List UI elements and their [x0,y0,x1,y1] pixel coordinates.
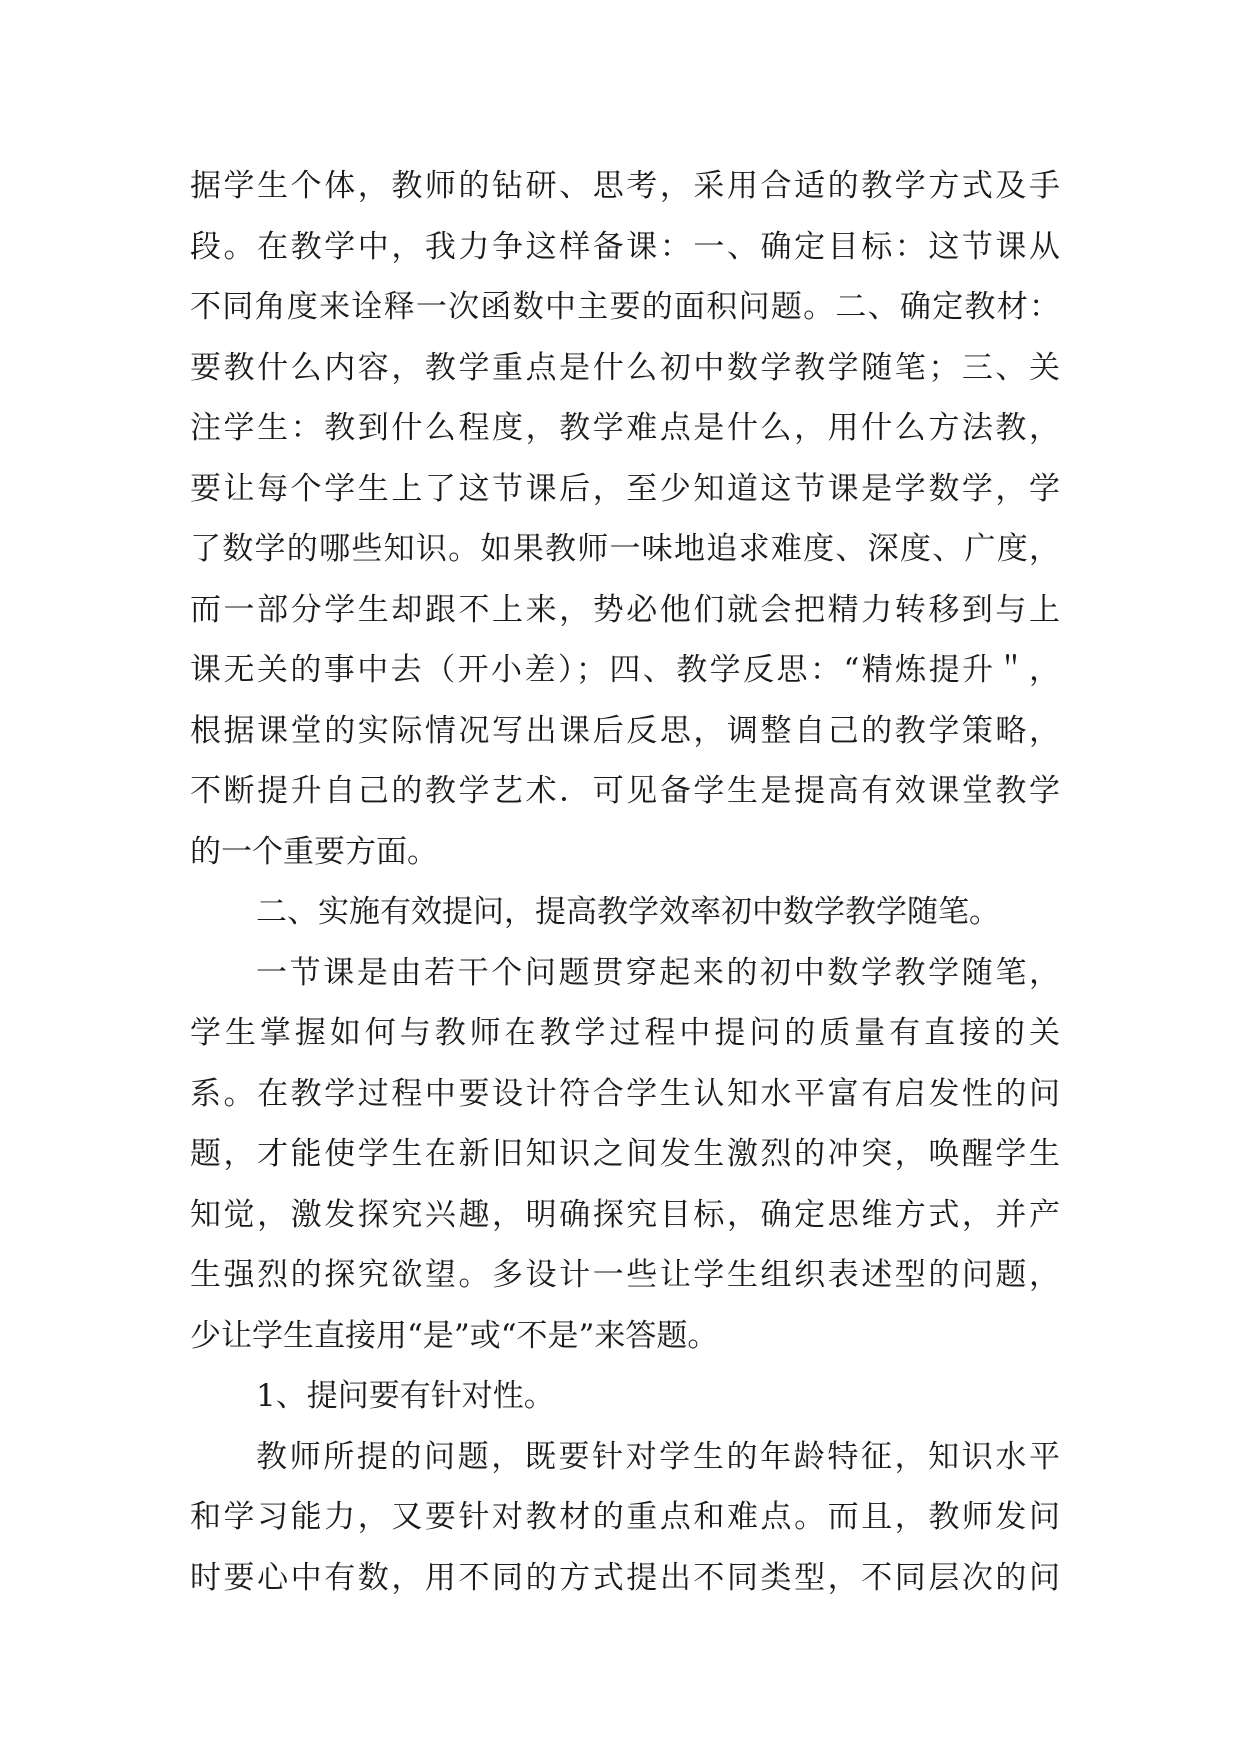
text-line: 据学生个体，教师的钻研、思考，采用合适的教学方式及手 [190,168,1060,204]
text-line: 不断提升自己的教学艺术．可见备学生是提高有效课堂教学 [190,773,1060,809]
text-line: 学生掌握如何与教师在教学过程中提问的质量有直接的关 [190,1015,1060,1051]
text-line: 和学习能力，又要针对教材的重点和难点。而且，教师发问 [190,1499,1060,1535]
section-heading: 二、实施有效提问，提高教学效率初中数学教学随笔。 [256,894,1000,930]
text-line: 生强烈的探究欲望。多设计一些让学生组织表述型的问题， [190,1257,1060,1293]
text-line: 而一部分学生却跟不上来，势必他们就会把精力转移到与上 [190,591,1060,628]
text-line: 不同角度来诠释一次函数中主要的面积问题。二、确定教材： [190,289,1060,325]
text-line: 要教什么内容，教学重点是什么初中数学教学随笔；三、关 [190,349,1060,386]
text-line: 少让学生直接用“是”或“不是”来答题。 [190,1317,719,1354]
text-line: 系。在教学过程中要设计符合学生认知水平富有启发性的问 [190,1075,1060,1112]
text-line: 注学生：教到什么程度，教学难点是什么，用什么方法教， [190,410,1060,446]
text-line: 知觉，激发探究兴趣，明确探究目标，确定思维方式，并产 [190,1196,1060,1233]
text-line: 的一个重要方面。 [190,833,438,870]
text-line: 一节课是由若干个问题贯穿起来的初中数学教学随笔， [256,954,1060,991]
document-body [190,156,1060,1608]
subsection-heading: 1、提问要有针对性。 [256,1378,555,1414]
text-line: 段。在教学中，我力争这样备课：一、确定目标：这节课从 [190,228,1060,265]
text-line: 时要心中有数，用不同的方式提出不同类型，不同层次的问 [190,1559,1060,1596]
text-line: 要让每个学生上了这节课后，至少知道这节课是学数学，学 [190,470,1060,507]
text-line: 课无关的事中去（开小差）；四、教学反思：“精炼提升＂， [190,652,1060,688]
text-line: 题，才能使学生在新旧知识之间发生激烈的冲突，唤醒学生 [190,1136,1060,1172]
text-line: 根据课堂的实际情况写出课后反思，调整自己的教学策略， [190,712,1060,749]
text-line: 教师所提的问题，既要针对学生的年龄特征，知识水平 [256,1438,1060,1475]
text-line: 了数学的哪些知识。如果教师一味地追求难度、深度、广度， [190,531,1060,567]
